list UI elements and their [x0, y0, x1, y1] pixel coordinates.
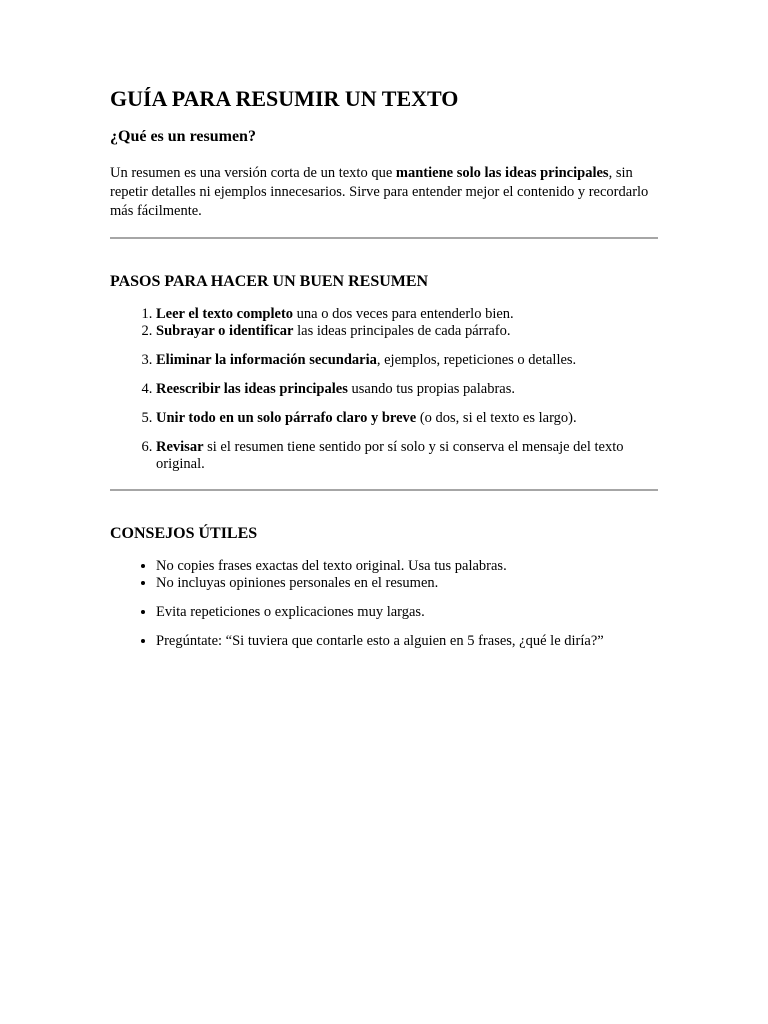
intro-bold-phrase: mantiene solo las ideas principales: [395, 165, 609, 181]
step-item: [156, 410, 658, 427]
step-item: [156, 323, 658, 340]
intro-text-start: Un resumen es una versión corta de un texto que: [110, 165, 396, 181]
page-title: GUÍA PARA RESUMIR UN TEXTO: [110, 86, 459, 111]
tip-item: • No copies frases exactas del texto original. Usa tus palabras.: [156, 558, 658, 575]
step-item: [156, 306, 658, 323]
step-bold: Subrayar o identificar: [156, 323, 294, 339]
step-text: (o dos, si el texto es largo).: [416, 410, 577, 426]
intro-paragraph: [110, 164, 658, 221]
step-item: [156, 352, 658, 369]
section-divider: [110, 489, 658, 491]
section-divider: [110, 237, 658, 239]
step-text: una o dos veces para entenderlo bien.: [293, 306, 514, 322]
step-bold: Unir todo en un solo párrafo claro y breve: [156, 410, 417, 426]
what-is-summary-heading: ¿Qué es un resumen?: [110, 128, 256, 145]
step-bold: Reescribir las ideas principales: [156, 381, 348, 397]
step-text: si el resumen tiene sentido por sí solo y si conserva el mensaje del texto original.: [156, 439, 624, 472]
tips-heading: CONSEJOS ÚTILES: [110, 525, 258, 542]
step-text: , ejemplos, repeticiones o detalles.: [376, 352, 577, 368]
tips-list: [110, 558, 658, 650]
step-text: usando tus propias palabras.: [347, 381, 515, 397]
tip-item: • No incluyas opiniones personales en el resumen.: [156, 575, 658, 592]
document-page: [110, 84, 658, 650]
step-item: [156, 439, 658, 473]
steps-heading: PASOS PARA HACER UN BUEN RESUMEN: [110, 273, 429, 290]
tip-item: • Evita repeticiones o explicaciones muy largas.: [156, 604, 658, 621]
step-item: [156, 381, 658, 398]
step-bold: Eliminar la información secundaria: [156, 352, 377, 368]
intro-text-end: , sin repetir detalles ni ejemplos innecesarios. Sirve para entender mejor el contenido y recordarlo más fácilmente.: [110, 165, 649, 219]
step-bold: Leer el texto completo: [156, 306, 294, 322]
tip-item: • Pregúntate: “Si tuviera que contarle esto a alguien en 5 frases, ¿qué le diría?”: [156, 633, 658, 650]
step-bold: Revisar: [156, 439, 204, 455]
steps-list: [110, 306, 658, 473]
step-text: las ideas principales de cada párrafo.: [293, 323, 511, 339]
